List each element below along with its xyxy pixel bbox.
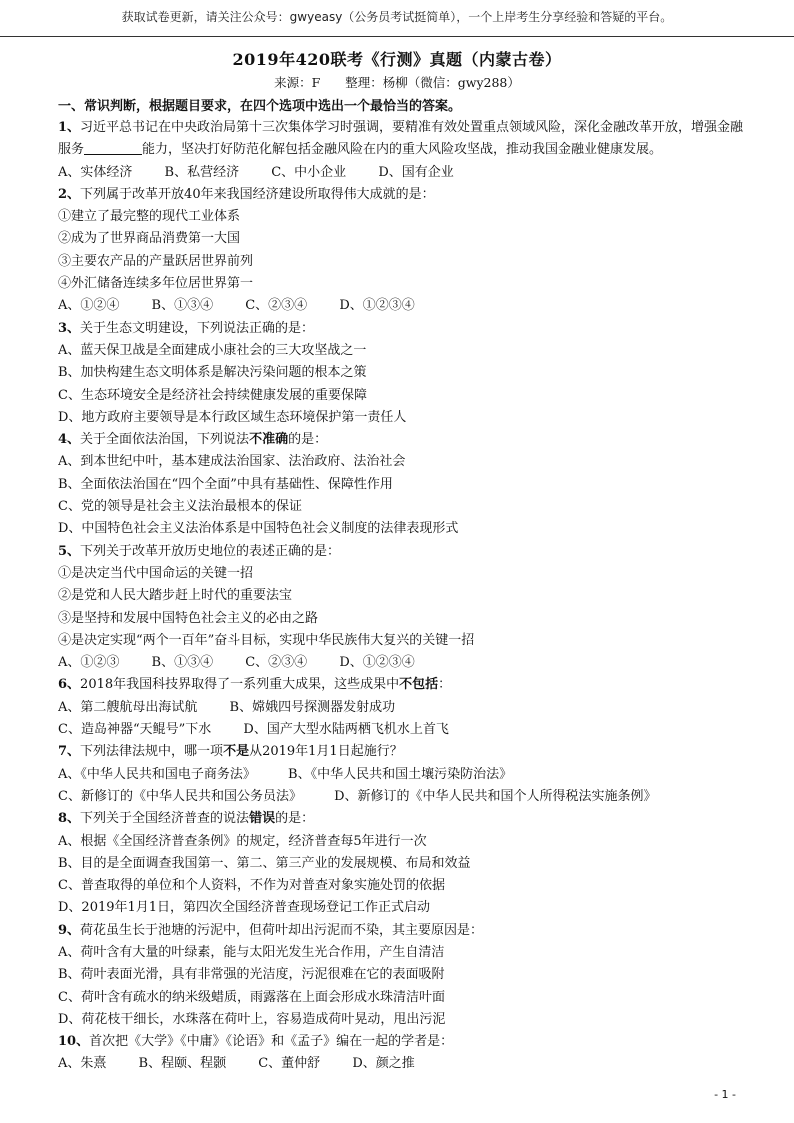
option-c[interactable]: C、党的领导是社会主义法治最根本的保证: [58, 499, 302, 515]
options-row: [58, 1053, 748, 1075]
option-b[interactable]: B、全面依法治国在“四个全面”中具有基础性、保障性作用: [58, 476, 393, 492]
options-row: [58, 295, 748, 317]
question-text-cont: 的是：: [275, 811, 315, 827]
emphasis-text: 不包括: [399, 677, 439, 693]
section-heading: 一、常识判断，根据题目要求，在四个选项中选出一个最恰当的答案。: [58, 99, 462, 114]
option-b[interactable]: B、《中华人民共和国土壤污染防治法》: [288, 766, 513, 782]
option-d[interactable]: D、荷花枝干细长，水珠落在荷叶上，容易造成荷叶晃动，甩出污泥: [58, 1011, 446, 1027]
option-a[interactable]: A、朱熹: [58, 1056, 107, 1072]
question-10: [58, 1031, 748, 1053]
options-row: [58, 719, 748, 741]
option-a[interactable]: A、实体经济: [58, 164, 133, 180]
question-text: 关于生态文明建设，下列说法正确的是：: [80, 320, 315, 336]
option-b[interactable]: B、①③④: [151, 655, 214, 671]
question-2: [58, 184, 748, 206]
statement-item: ④外汇储备连续多年位居世界第一: [58, 276, 254, 292]
question-1: [58, 117, 748, 162]
option-c[interactable]: C、新修订的《中华人民共和国公务员法》: [58, 788, 302, 804]
question-number: 3、: [58, 320, 81, 336]
emphasis-text: 不准确: [249, 432, 289, 448]
option-d[interactable]: D、颜之推: [352, 1056, 415, 1072]
option-d[interactable]: D、①②③④: [339, 655, 415, 671]
question-5: [58, 541, 748, 563]
statement-item: ③是坚持和发展中国特色社会主义的必由之路: [58, 610, 319, 626]
page-title: 2019年420联考《行测》真题（内蒙古卷）: [232, 50, 562, 69]
options-row: [58, 697, 748, 719]
question-6: [58, 674, 748, 696]
page-number: - 1 -: [714, 1088, 736, 1101]
header-notice: 获取试卷更新，请关注公众号：gwyeasy（公务员考试挺简单），一个上岸考生分享经验和答疑的平台。: [0, 0, 794, 37]
option-d[interactable]: D、国产大型水陆两栖飞机水上首飞: [243, 722, 449, 738]
question-text: 关于全面依法治国，下列说法: [80, 432, 250, 448]
question-9: [58, 920, 748, 942]
option-a[interactable]: A、根据《全国经济普查条例》的规定，经济普查每5年进行一次: [58, 833, 427, 849]
option-a[interactable]: A、①②③: [58, 655, 120, 671]
emphasis-text: 不是: [223, 744, 250, 760]
options-row: [58, 786, 748, 808]
question-text-cont: 从2019年1月1日起施行？: [249, 744, 403, 760]
option-a[interactable]: A、荷叶含有大量的叶绿素，能与太阳光发生光合作用，产生自清洁: [58, 944, 445, 960]
option-d[interactable]: D、中国特色社会主义法治体系是中国特色社会义制度的法律表现形式: [58, 521, 459, 537]
question-text: 首次把《大学》《中庸》《论语》和《孟子》编在一起的学者是：: [89, 1034, 454, 1050]
question-text: 2018年我国科技界取得了一系列重大成果，这些成果中: [80, 677, 400, 693]
option-d[interactable]: D、新修订的《中华人民共和国个人所得税法实施条例》: [334, 788, 657, 804]
statement-item: ②成为了世界商品消费第一大国: [58, 231, 241, 247]
option-d[interactable]: D、2019年1月1日，第四次全国经济普查现场登记工作正式启动: [58, 900, 431, 916]
option-a[interactable]: A、到本世纪中叶，基本建成法治国家、法治政府、法治社会: [58, 454, 406, 470]
option-b[interactable]: B、程颐、程颢: [138, 1056, 227, 1072]
question-list: [58, 117, 748, 1076]
option-c[interactable]: C、荷叶含有疏水的纳米级蜡质，雨露落在上面会形成水珠清洁叶面: [58, 989, 445, 1005]
question-text-cont: 能力，坚决打好防范化解包括金融风险在内的重大风险攻坚战，推动我国金融业健康发展。: [142, 142, 663, 158]
option-c[interactable]: C、造岛神器“天鲲号”下水: [58, 722, 212, 738]
question-text: 荷花虽生长于池塘的污泥中，但荷叶却出污泥而不染，其主要原因是：: [80, 922, 484, 938]
question-text-cont: ：: [438, 677, 452, 693]
statement-item: ①建立了最完整的现代工业体系: [58, 209, 241, 225]
question-number: 9、: [58, 922, 81, 938]
question-text: 下列关于改革开放历史地位的表述正确的是：: [80, 543, 341, 559]
question-number: 2、: [58, 186, 81, 202]
option-c[interactable]: C、②③④: [245, 655, 308, 671]
option-c[interactable]: C、董仲舒: [258, 1056, 321, 1072]
statement-item: ②是党和人民大踏步赶上时代的重要法宝: [58, 588, 293, 604]
option-c[interactable]: C、生态环境安全是经济社会持续健康发展的重要保障: [58, 387, 367, 403]
question-text: 下列关于全国经济普查的说法: [80, 811, 250, 827]
option-d[interactable]: D、①②③④: [339, 298, 415, 314]
statement-item: ③主要农产品的产量跃居世界前列: [58, 253, 254, 269]
question-text: 习近平总书记在中央政治局第十三次集体学习时强调，要精准有效处置重点领域风险，深化金融改革开放，增强金融服务: [58, 120, 744, 158]
question-number: 10、: [58, 1034, 90, 1050]
source-line: 来源：F 整理：杨柳（微信：gwy288）: [274, 75, 520, 90]
option-c[interactable]: C、普查取得的单位和个人资料，不作为对普查对象实施处罚的依据: [58, 878, 445, 894]
question-text: 下列法律法规中，哪一项: [80, 744, 224, 760]
question-text-cont: 的是：: [288, 432, 328, 448]
fill-blank: [84, 140, 142, 155]
emphasis-text: 错误: [249, 811, 276, 827]
question-3: [58, 318, 748, 340]
option-b[interactable]: B、私营经济: [164, 164, 240, 180]
option-c[interactable]: C、中小企业: [271, 164, 347, 180]
option-b[interactable]: B、加快构建生态文明体系是解决污染问题的根本之策: [58, 365, 367, 381]
question-number: 1、: [58, 120, 81, 135]
question-number: 5、: [58, 543, 81, 559]
question-8: [58, 808, 748, 830]
option-a[interactable]: A、①②④: [58, 298, 120, 314]
question-number: 7、: [58, 744, 81, 760]
option-c[interactable]: C、②③④: [245, 298, 308, 314]
option-b[interactable]: B、荷叶表面光滑，具有非常强的光洁度，污泥很难在它的表面吸附: [58, 967, 445, 983]
option-d[interactable]: D、国有企业: [378, 164, 454, 180]
option-a[interactable]: A、《中华人民共和国电子商务法》: [58, 766, 256, 782]
statement-item: ①是决定当代中国命运的关键一招: [58, 565, 254, 581]
question-text: 下列属于改革开放40年来我国经济建设所取得伟大成就的是：: [80, 186, 435, 202]
option-b[interactable]: B、嫦娥四号探测器发射成功: [229, 699, 396, 715]
question-number: 6、: [58, 677, 81, 693]
option-b[interactable]: B、①③④: [151, 298, 214, 314]
options-row: [58, 162, 748, 184]
question-7: [58, 741, 748, 763]
question-number: 8、: [58, 811, 81, 827]
options-row: [58, 652, 748, 674]
options-row: [58, 764, 748, 786]
question-number: 4、: [58, 432, 81, 448]
option-a[interactable]: A、第二艘航母出海试航: [58, 699, 198, 715]
option-b[interactable]: B、目的是全面调查我国第一、第二、第三产业的发展规模、布局和效益: [58, 855, 471, 871]
question-4: [58, 429, 748, 451]
option-d[interactable]: D、地方政府主要领导是本行政区域生态环境保护第一责任人: [58, 409, 407, 425]
statement-item: ④是决定实现“两个一百年”奋斗目标，实现中华民族伟大复兴的关键一招: [58, 632, 475, 648]
option-a[interactable]: A、蓝天保卫战是全面建成小康社会的三大攻坚战之一: [58, 342, 367, 358]
